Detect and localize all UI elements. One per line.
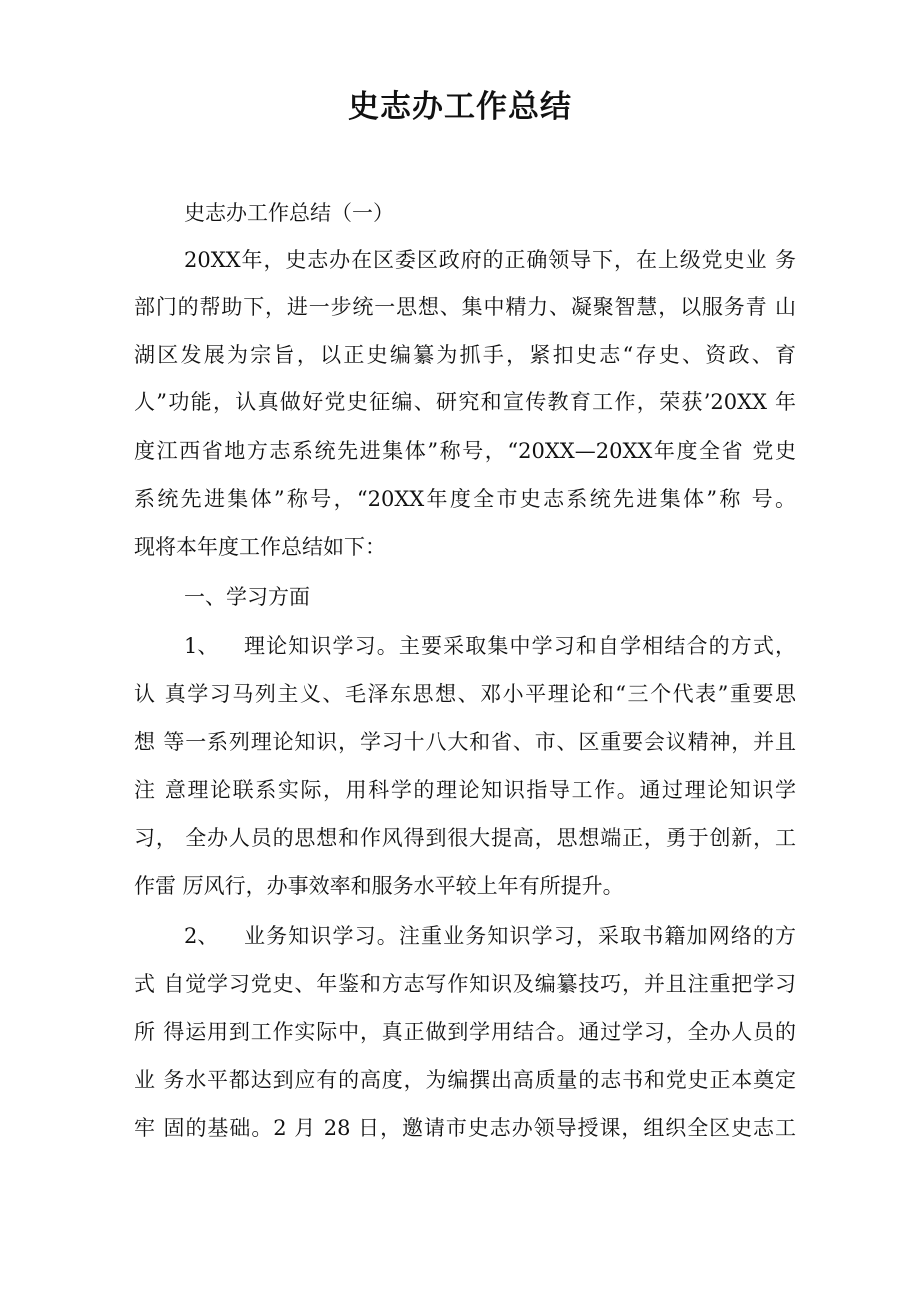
section-heading: 史志办工作总结（一） — [184, 201, 394, 225]
list-item-number: 2、 — [184, 924, 219, 948]
paragraph-line: 所 得运用到工作实际中，真正做到学用结合。通过学习，全办人员的 — [134, 1020, 796, 1044]
paragraph-line: 部门的帮助下，进一步统一思想、集中精力、凝聚智慧，以服务青 山 — [134, 295, 796, 319]
paragraph-line: 业务知识学习。注重业务知识学习，采取书籍加网络的方 — [244, 924, 796, 948]
paragraph-line: 想 等一系列理论知识，学习十八大和省、市、区重要会议精神，并且 — [134, 730, 796, 754]
list-item-number: 1、 — [184, 634, 219, 658]
paragraph-line: 系统先进集体”称号，“20XX年度全市史志系统先进集体”称 号。 — [134, 487, 796, 511]
paragraph-line: 作雷 厉风行，办事效率和服务水平较上年有所提升。 — [134, 874, 624, 898]
paragraph-line: 式 自觉学习党史、年鉴和方志写作知识及编纂技巧，并且注重把学习 — [134, 972, 796, 996]
paragraph-line: 习， 全办人员的思想和作风得到很大提高，思想端正，勇于创新，工 — [134, 826, 796, 850]
subsection-heading: 一、学习方面 — [184, 585, 310, 609]
document-title: 史志办工作总结 — [348, 89, 572, 125]
paragraph-line: 度江西省地方志系统先进集体”称号，“20XX—20XX年度全省 党史 — [134, 439, 796, 463]
paragraph-line: 注 意理论联系实际，用科学的理论知识指导工作。通过理论知识学 — [134, 778, 796, 802]
paragraph-line: 业 务水平都达到应有的高度，为编撰出高质量的志书和党史正本奠定 — [134, 1068, 796, 1092]
paragraph-line: 人”功能，认真做好党史征编、研究和宣传教育工作，荣获’20XX 年 — [134, 390, 796, 414]
paragraph-line: 牢 固的基础。2 月 28 日，邀请市史志办领导授课，组织全区史志工 — [134, 1116, 796, 1140]
list-item-first-line — [184, 631, 796, 661]
paragraph-line: 认 真学习马列主义、毛泽东思想、邓小平理论和“三个代表”重要思 — [134, 682, 796, 706]
paragraph-line: 湖区发展为宗旨，以正史编纂为抓手，紧扣史志“存史、资政、育 — [134, 343, 796, 367]
paragraph-line: 现将本年度工作总结如下： — [134, 535, 386, 559]
paragraph-line: 20XX年，史志办在区委区政府的正确领导下，在上级党史业 务 — [184, 248, 796, 272]
list-item-first-line — [184, 921, 796, 951]
paragraph-line: 理论知识学习。主要采取集中学习和自学相结合的方式， — [244, 634, 796, 658]
